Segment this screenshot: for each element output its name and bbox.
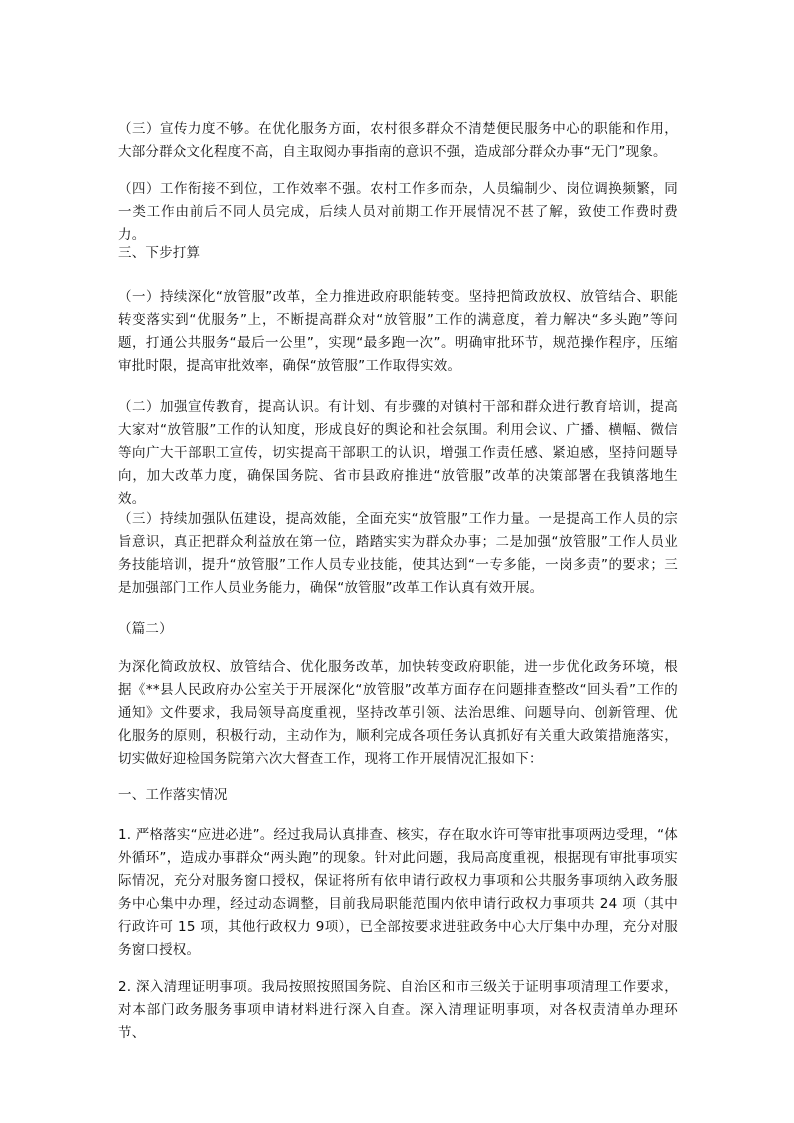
paragraph-item-1: 1. 严格落实“应进必进”。经过我局认真排查、核实，存在取水许可等审批事项两边受理，“体外循环”，造成办事群众“两头跑”的现象。针对此问题，我局高度重视，根据现有审批事项实际情况，充分对服务窗口授权，保证将所有依申请行政权力事项和公共服务事项纳入政务服务中心集中办理，经过动态调整，目前我局职能范围内依申请行政权力事项共 24 项（其中行政许可 15 项，其他行政权力 9项），已全部按要求进驻政务中心大厅集中办理，充分对服务窗口授权。 (118, 827, 678, 958)
paragraph-item-2: 2. 深入清理证明事项。我局按照按照国务院、自治区和市三级关于证明事项清理工作要求，对本部门政务服务事项申请材料进行深入自查。深入清理证明事项，对各权责清单办理环节、 (118, 979, 678, 1041)
paragraph-introduction: 为深化简政放权、放管结合、优化服务改革，加快转变政府职能，进一步优化政务环境，根据《**县人民政府办公室关于开展深化“放管服”改革方面存在问题排查整改“回头看”工作的通知》文件要求，我局领导高度重视，坚持改革引领、法治思维、问题导向、创新管理、优化服务的原则，积极行动，主动作为，顺利完成各项任务认真抓好有关重大政策措施落实，切实做好迎检国务院第六次大督查工作，现将工作开展情况汇报如下： (118, 659, 678, 767)
paragraph-work-handover: （四）工作衔接不到位，工作效率不强。农村工作多而杂，人员编制少、岗位调换频繁，同一类工作由前后不同人员完成，后续人员对前期工作开展情况不甚了解，致使工作费时费力。 (118, 181, 678, 243)
paragraph-publicity-weakness: （三）宣传力度不够。在优化服务方面，农村很多群众不清楚便民服务中心的职能和作用，大部分群众文化程度不高，自主取阅办事指南的意识不强，造成部分群众办事“无门”现象。 (118, 121, 678, 160)
section-heading-implementation: 一、工作落实情况 (118, 787, 228, 803)
paragraph-deepen-reform: （一）持续深化“放管服”改革，全力推进政府职能转变。坚持把简政放权、放管结合、职能转变落实到“优服务”上，不断提高群众对“放管服”工作的满意度，着力解决“多头跑”等问题，打通公共服务“最后一公里”，实现“最多跑一次”。明确审批环节，规范操作程序，压缩审批时限，提高审批效率，确保“放管服”工作取得实效。 (118, 289, 678, 374)
section-heading-next-steps: 三、下步打算 (118, 245, 201, 261)
paragraph-team-building: （三）持续加强队伍建设，提高效能，全面充实“放管服”工作力量。一是提高工作人员的宗旨意识，真正把群众利益放在第一位，踏踏实实为群众办事；二是加强“放管服”工作人员业务技能培训，提升“放管服”工作人员专业技能，使其达到“一专多能，一岗多责”的要求；三是加强部门工作人员业务能力，确保“放管服”改革工作认真有效开展。 (118, 511, 678, 596)
part-heading: （篇二） (118, 621, 173, 637)
paragraph-publicity-education: （二）加强宣传教育，提高认识。有计划、有步骤的对镇村干部和群众进行教育培训，提高大家对“放管服”工作的认知度，形成良好的舆论和社会氛围。利用会议、广播、横幅、微信等向广大干部职工宣传，切实提高干部职工的认识，增强工作责任感、紧迫感，坚持问题导向，加大改革力度，确保国务院、省市县政府推进“放管服”改革的决策部署在我镇落地生效。 (118, 399, 678, 507)
